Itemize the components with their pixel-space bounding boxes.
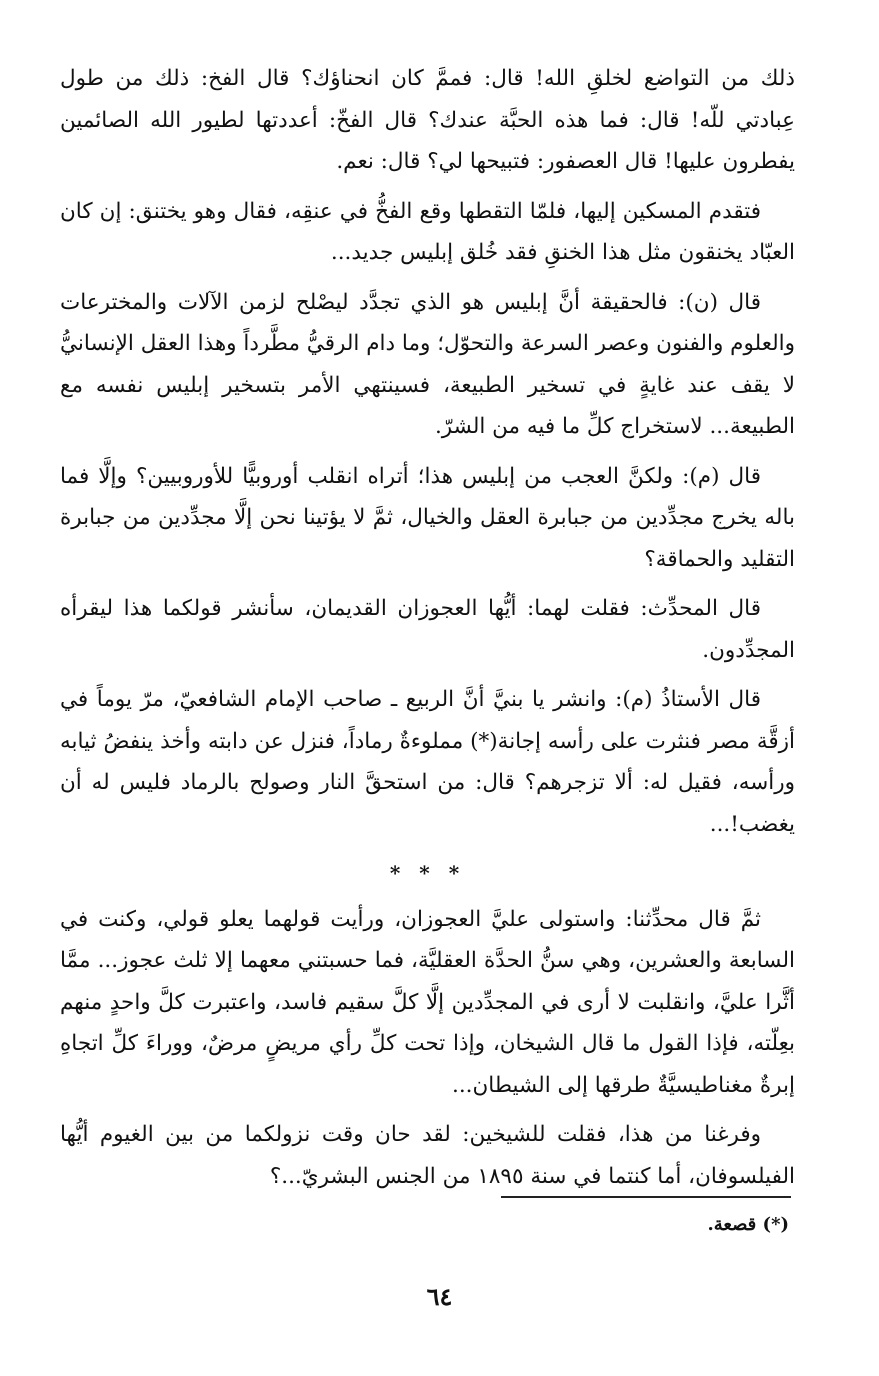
- page-number: ٦٤: [426, 1282, 453, 1311]
- paragraph-1: ذلك من التواضع لخلقِ الله! قال: فممَّ كان انحناؤك؟ قال الفخ: ذلك من طول عِبادتي للّه! قال: فما هذه الحبَّة عندك؟ قال الفخّ: أعددتها لطيور الله الصائمين يفطرون عليها! قال العصفور: فتبيحها لي؟ قال: نعم.: [60, 66, 795, 174]
- paragraph-8: وفرغنا من هذا، فقلت للشيخين: لقد حان وقت نزولكما من بين الغيوم أيُّها الفيلسوفان، أما كنتما في سنة ١٨٩٥ من الجنس البشريّ...؟: [60, 1122, 795, 1189]
- footnote-divider: [501, 1196, 791, 1198]
- paragraph-3: قال (ن): فالحقيقة أنَّ إبليس هو الذي تجدَّد ليصْلح لزمن الآلات والمخترعات والعلوم والفنون وعصر السرعة والتحوّل؛ وما دام الرقيُّ مطَّرداً وهذا العقل الإنسانيُّ لا يقف عند غايةٍ في تسخير الطبيعة، فسينتهي الأمر بتسخير إبليس نفسه مع الطبيعة... لاستخراج كلِّ ما فيه من الشرّ.: [60, 289, 795, 439]
- paragraph-6: قال الأستاذُ (م): وانشر يا بنيَّ أنَّ الربيع ـ صاحب الإمام الشافعيّ، مرّ يوماً في أزقَّة مصر فنثرت على رأسه إجانة(*) مملوءةٌ رماداً، فنزل عن دابته وأخذ ينفضُ ثيابه ورأسه، فقيل له: ألا تزجرهم؟ قال: من استحقَّ النار وصولح بالرماد فليس له أن يغضب!...: [60, 687, 795, 837]
- paragraph-4: قال (م): ولكنَّ العجب من إبليس هذا؛ أتراه انقلب أوروبيًّا للأوروبيين؟ وإلَّا فما باله يخرج مجدِّدين من جبابرة العقل والخيال، ثمَّ لا يؤتينا نحن إلَّا مجدِّدين من جبابرة التقليد والحماقة؟: [60, 463, 795, 572]
- paragraph-5: قال المحدِّث: فقلت لهما: أيُّها العجوزان القديمان، سأنشر قولكما هذا ليقرأه المجدِّدون.: [60, 596, 795, 663]
- paragraph-2: فتقدم المسكين إليها، فلمّا التقطها وقع الفخُّ في عنقِه، فقال وهو يختنق: إن كان العبّاد يخنقون مثل هذا الخنقِ فقد خُلق إبليس جديد...: [60, 198, 795, 265]
- body-text: [60, 58, 795, 1205]
- footnote: (*) قصعة.: [707, 1214, 789, 1235]
- paragraph-7: ثمَّ قال محدِّثنا: واستولى عليَّ العجوزان، ورأيت قولهما يعلو قولي، وكنت في السابعة والعشرين، وهي سنُّ الحدَّة العقليَّة، فما حسبتني معهما إلا ثلث عجوز... ممَّا أثَّرا عليَّ، وانقلبت لا أرى في المجدِّدين إلَّا كلَّ سقيم فاسد، واعتبرت كلَّ واحدٍ منهم بعِلّته، فإذا القول ما قال الشيخان، وإذا تحت كلِّ رأي مريضٍ مرضٌ، ووراءَ كلِّ اتجاهِ إبرةٌ مغناطيسيَّةٌ طرقها إلى الشيطان...: [60, 906, 795, 1098]
- section-separator: * * *: [389, 861, 466, 885]
